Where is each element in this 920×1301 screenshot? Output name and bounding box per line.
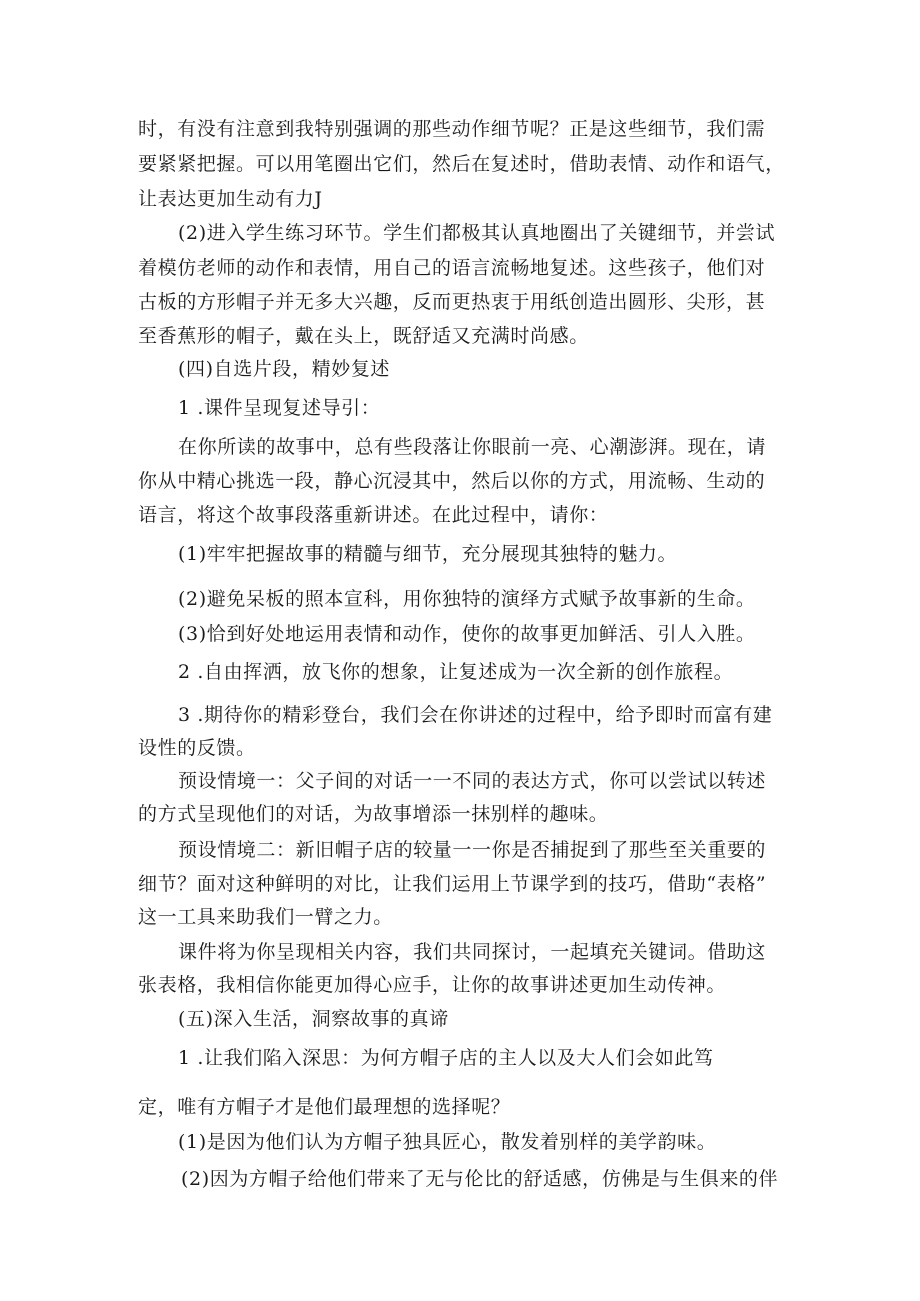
paragraph-line: (2)进入学生练习环节。学生们都极其认真地圈出了关键细节，并尝试 bbox=[178, 222, 776, 244]
list-item: (1)牢牢把握故事的精髓与细节，充分展现其独特的魅力。 bbox=[178, 543, 678, 565]
list-item: (1)是因为他们认为方帽子独具匠心，散发着别样的美学韵味。 bbox=[178, 1131, 717, 1153]
paragraph-line: 定，唯有方帽子才是他们最理想的选择呢？ bbox=[138, 1096, 511, 1118]
paragraph-line: 张表格，我相信你能更加得心应手，让你的故事讲述更加生动传神。 bbox=[138, 974, 727, 996]
paragraph-line: 时，有没有注意到我特别强调的那些动作细节呢？正是这些细节，我们需 bbox=[138, 118, 766, 140]
paragraph-line: 至香蕉形的帽子，戴在头上，既舒适又充满时尚感。 bbox=[138, 325, 589, 347]
paragraph-line: 3 .期待你的精彩登台，我们会在你讲述的过程中，给予即时而富有建 bbox=[178, 704, 773, 726]
paragraph-line: 1 .让我们陷入深思：为何方帽子店的主人以及大人们会如此笃 bbox=[178, 1047, 714, 1069]
paragraph-line: 课件将为你呈现相关内容，我们共同探讨，一起填充关键词。借助这 bbox=[178, 941, 767, 963]
paragraph-line: 细节？面对这种鲜明的对比，让我们运用上节课学到的技巧，借助“表格” bbox=[138, 873, 767, 895]
paragraph-line: 语言，将这个故事段落重新讲述。在此过程中，请你： bbox=[138, 504, 609, 526]
list-item: (3)恰到好处地运用表情和动作，使你的故事更加鲜活、引人入胜。 bbox=[178, 623, 756, 645]
paragraph-line: 古板的方形帽子并无多大兴趣，反而更热衷于用纸创造出圆形、尖形，甚 bbox=[138, 291, 766, 313]
paragraph-line: 预设情境一：父子间的对话一一不同的表达方式，你可以尝试以转述 bbox=[178, 770, 767, 792]
paragraph-line: 让表达更加生动有力J bbox=[138, 188, 323, 210]
paragraph-line: 设性的反馈。 bbox=[138, 737, 256, 759]
paragraph-line: 着模仿老师的动作和表情，用自己的语言流畅地复述。这些孩子，他们对 bbox=[138, 257, 766, 279]
section-heading: (四)自选片段，精妙复述 bbox=[178, 358, 391, 380]
list-item: (2)避免呆板的照本宣科，用你独特的演绎方式赋予故事新的生命。 bbox=[178, 588, 756, 610]
list-item: 1 .课件呈现复述导引： bbox=[178, 397, 381, 419]
section-heading: (五)深入生活，洞察故事的真谛 bbox=[178, 1008, 449, 1030]
list-item: 2 .自由挥洒，放飞你的想象，让复述成为一次全新的创作旅程。 bbox=[178, 661, 734, 683]
paragraph-line: 你从中精心挑选一段，静心沉浸其中，然后以你的方式，用流畅、生动的 bbox=[138, 470, 766, 492]
list-item: (2)因为方帽子给他们带来了无与伦比的舒适感，仿佛是与生俱来的伴 bbox=[181, 1168, 779, 1190]
paragraph-line: 在你所读的故事中，总有些段落让你眼前一亮、心潮澎湃。现在，请 bbox=[178, 436, 767, 458]
paragraph-line: 的方式呈现他们的对话，为故事增添一抹别样的趣味。 bbox=[138, 803, 609, 825]
paragraph-line: 预设情境二：新旧帽子店的较量一一你是否捕捉到了那些至关重要的 bbox=[178, 839, 767, 861]
paragraph-line: 这一工具来助我们一臂之力。 bbox=[138, 906, 393, 928]
paragraph-line: 要紧紧把握。可以用笔圈出它们，然后在复述时，借助表情、动作和语气， bbox=[138, 153, 785, 175]
